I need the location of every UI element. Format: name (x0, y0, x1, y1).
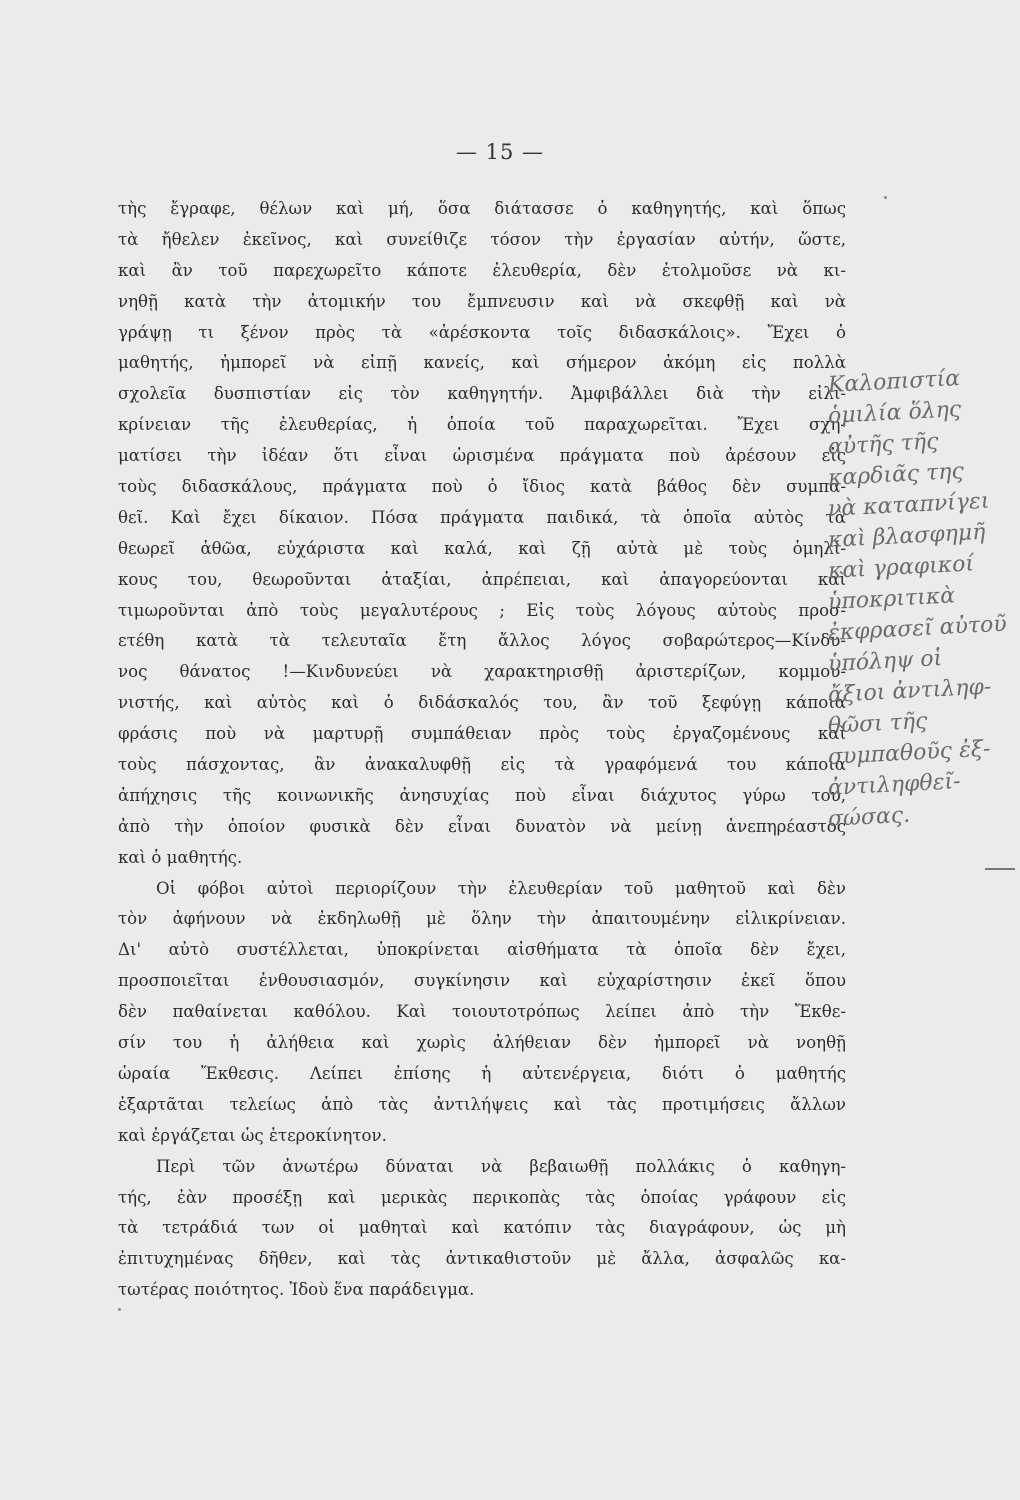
text-line: τὰ ἤθελεν ἐκεῖνος, καὶ συνείθιζε τόσον τὴν ἐργασίαν αὐτήν, ὥστε, (118, 229, 846, 249)
text-line: ἀπήχησις τῆς κοινωνικῆς ἀνησυχίας ποὺ εἶναι διάχυτος γύρω του, (118, 785, 846, 805)
text-line: κρίνειαν τῆς ἐλευθερίας, ἡ ὁποία τοῦ παραχωρεῖται. Ἔχει σχη- (118, 415, 846, 435)
text-line: προσποιεῖται ἐνθουσιασμόν, συγκίνησιν καὶ εὐχαρίστησιν ἐκεῖ ὅπου (118, 971, 846, 991)
text-line: κους του, θεωροῦνται ἀταξίαι, ἀπρέπειαι, καὶ ἀπαγορεύονται καὶ (118, 569, 846, 589)
text-line: θεῖ. Καὶ ἔχει δίκαιον. Πόσα πράγματα παιδικά, τὰ ὁποῖα αὐτὸς τὰ (118, 507, 846, 527)
text-line: δὲν παθαίνεται καθόλου. Καὶ τοιουτοτρόπως λείπει ἀπὸ τὴν Ἔκθε- (118, 1002, 846, 1022)
text-line: ματίσει τὴν ἰδέαν ὅτι εἶναι ὡρισμένα πράγματα ποὺ ἀρέσουν εἰς (118, 446, 846, 466)
text-line: γράψῃ τι ξένον πρὸς τὰ «ἀρέσκοντα τοῖς διδασκάλοις». Ἔχει ὁ (118, 322, 846, 342)
text-line: τοὺς διδασκάλους, πράγματα ποὺ ὁ ἴδιος κατὰ βάθος δὲν συμπα- (118, 477, 846, 497)
text-line: τὸν ἀφήνουν νὰ ἐκδηλωθῇ μὲ ὅλην τὴν ἀπαιτουμένην εἰλικρίνειαν. (118, 909, 846, 929)
margin-note: σώσας. (827, 802, 911, 832)
text-line: Δι' αὐτὸ συστέλλεται, ὑποκρίνεται αἰσθήματα τὰ ὁποῖα δὲν ἔχει, (118, 940, 846, 960)
margin-note: ὑποκριτικὰ (827, 583, 956, 615)
text-line: τοὺς πάσχοντας, ἂν ἀνακαλυφθῇ εἰς τὰ γραφόμενά του κάποια (118, 755, 846, 775)
text-line: ἐξαρτᾶται τελείως ἀπὸ τὰς ἀντιλήψεις καὶ τὰς προτιμήσεις ἄλλων (118, 1094, 846, 1114)
margin-note: καὶ γραφικοί (827, 551, 975, 584)
text-line: σχολεῖα δυσπιστίαν εἰς τὸν καθηγητήν. Ἀμφιβάλλει διὰ τὴν εἰλι- (118, 384, 846, 404)
stray-mark (884, 196, 887, 199)
text-line: καὶ ἂν τοῦ παρεχωρεῖτο κάποτε ἐλευθερία, δὲν ἐτολμοῦσε νὰ κι- (118, 260, 846, 280)
text-line: τωτέρας ποιότητος. Ἰδοὺ ἕνα παράδειγμα. (118, 1280, 475, 1300)
margin-note: ἄξιοι ἀντιληφ- (827, 674, 992, 708)
margin-note: ἀντιληφθεῖ- (827, 769, 962, 801)
margin-note: καρδιᾶς της (827, 458, 965, 491)
text-line: φράσις ποὺ νὰ μαρτυρῇ συμπάθειαν πρὸς τοὺς ἐργαζομένους καὶ (118, 724, 846, 744)
margin-note: καὶ βλασφημῆ (827, 519, 986, 553)
body-text (118, 194, 846, 1306)
margin-note: νὰ καταπνίγει (827, 488, 991, 522)
text-line: ἀπὸ τὴν ὁποίον φυσικὰ δὲν εἶναι δυνατὸν νὰ μείνῃ ἀνεπηρέαστος (118, 816, 846, 836)
text-line: νος θάνατος !—Κινδυνεύει νὰ χαρακτηρισθῇ ἀριστερίζων, κομμου- (118, 662, 846, 682)
text-line: σίν του ἡ ἀλήθεια καὶ χωρὶς ἀλήθειαν δὲν ἠμπορεῖ νὰ νοηθῇ (118, 1033, 846, 1053)
page-number: — 15 — (455, 140, 545, 164)
margin-note: ὑπόληψ οἱ (827, 646, 943, 677)
text-line: μαθητής, ἠμπορεῖ νὰ εἰπῇ κανείς, καὶ σήμερον ἀκόμη εἰς πολλὰ (118, 353, 846, 373)
text-line: νηθῇ κατὰ τὴν ἀτομικήν του ἔμπνευσιν καὶ νὰ σκεφθῇ καὶ νὰ (118, 291, 846, 311)
text-line: τής, ἐὰν προσέξῃ καὶ μερικὰς περικοπὰς τὰς ὁποίας γράφουν εἰς (118, 1187, 846, 1207)
margin-note: Καλοπιστία (827, 366, 961, 398)
handwritten-margin-notes (827, 366, 1018, 835)
margin-note: αὐτῆς τῆς (827, 429, 940, 460)
margin-note: συμπαθοῦς ἐξ- (827, 736, 991, 770)
text-line: ὡραία Ἔκθεσις. Λείπει ἐπίσης ἡ αὐτενέργεια, διότι ὁ μαθητής (118, 1063, 846, 1083)
text-line: τὴς ἔγραφε, θέλων καὶ μή, ὅσα διάτασσε ὁ καθηγητής, καὶ ὅπως (118, 199, 846, 218)
margin-note: θῶσι τῆς (827, 708, 929, 739)
text-line: θεωρεῖ ἀθῶα, εὐχάριστα καὶ καλά, καὶ ζῇ αὐτὰ μὲ τοὺς ὁμηλί- (118, 538, 846, 558)
text-line: τιμωροῦνται ἀπὸ τοὺς μεγαλυτέρους ; Εἰς τοὺς λόγους αὐτοὺς προσ- (118, 600, 846, 620)
text-line: τὰ τετράδιά των οἱ μαθηταὶ καὶ κατόπιν τὰς διαγράφουν, ὡς μὴ (118, 1218, 846, 1238)
handwritten-dash (985, 868, 1015, 870)
margin-note: ἐκφρασεῖ αὐτοῦ (827, 611, 1008, 646)
margin-note: ὁμιλία ὅλης (827, 397, 962, 429)
text-line: ετέθη κατὰ τὰ τελευταῖα ἔτη ἄλλος λόγος σοβαρώτερος—Κίνδυ- (118, 631, 846, 651)
text-line: καὶ ὁ μαθητής. (118, 847, 243, 867)
text-line: Περὶ τῶν ἀνωτέρω δύναται νὰ βεβαιωθῇ πολλάκις ὁ καθηγη- (156, 1156, 846, 1176)
text-line: ἐπιτυχημένας δῆθεν, καὶ τὰς ἀντικαθιστοῦν μὲ ἄλλα, ἀσφαλῶς κα- (118, 1249, 846, 1269)
text-line: καὶ ἐργάζεται ὡς ἑτεροκίνητον. (118, 1125, 387, 1145)
text-line: νιστής, καὶ αὐτὸς καὶ ὁ διδάσκαλός του, ἂν τοῦ ξεφύγῃ κάποια (118, 693, 846, 713)
stray-mark (118, 1308, 121, 1311)
text-line: Οἱ φόβοι αὐτοὶ περιορίζουν τὴν ἐλευθερίαν τοῦ μαθητοῦ καὶ δὲν (156, 878, 846, 898)
